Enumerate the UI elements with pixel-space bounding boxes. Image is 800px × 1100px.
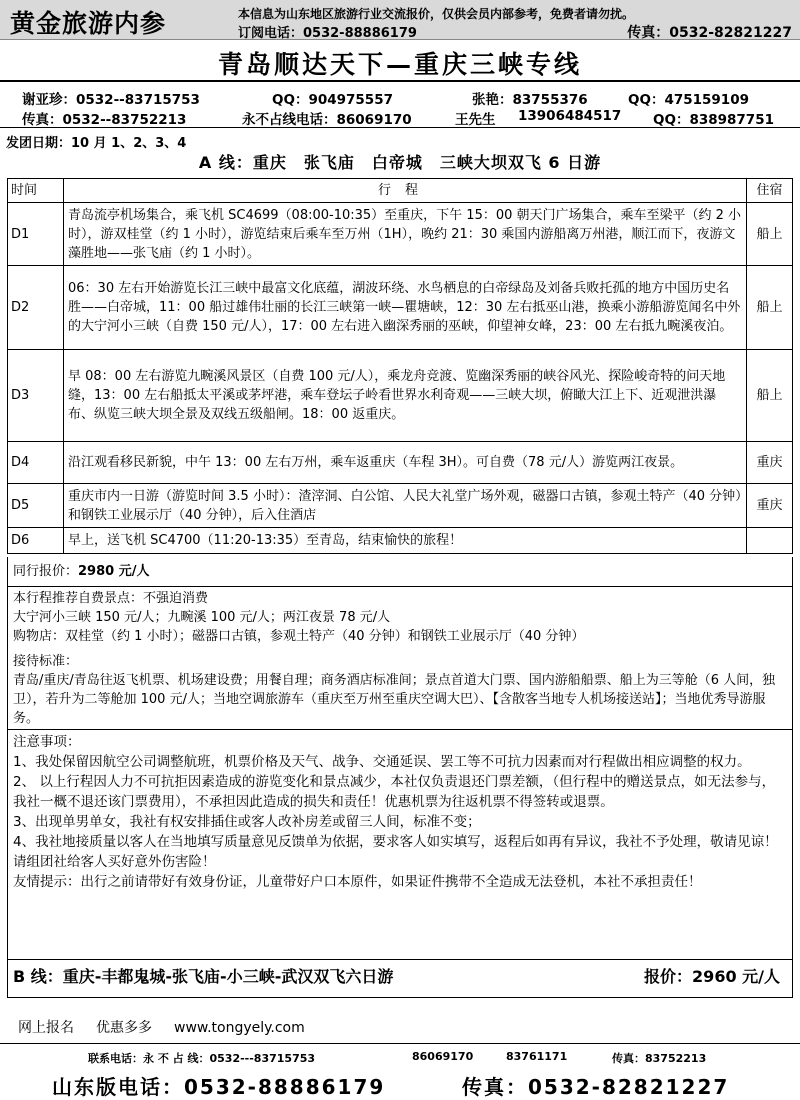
footer-hotline: 联系电话：永 不 占 线：0532---83715753 xyxy=(88,1052,316,1065)
footer-big-phone: 山东版电话：0532-88886179 xyxy=(52,1075,386,1099)
stay-cell: 船上 xyxy=(747,350,793,442)
itinerary-cell: 早上，送飞机 SC4700（11:20-13:35）至青岛，结束愉快的旅程！ xyxy=(64,528,747,554)
col-stay: 住宿 xyxy=(747,179,793,203)
table-row xyxy=(8,266,793,350)
notes-title: 注意事项： xyxy=(13,734,81,750)
footer-phone-1: 86069170 xyxy=(412,1050,474,1063)
header-bar xyxy=(0,0,800,40)
stay-cell: 重庆 xyxy=(747,484,793,528)
itinerary-table xyxy=(7,178,793,554)
extras-intro: 本行程推荐自费景点：不强迫消费 xyxy=(13,591,209,606)
signup-label: 网上报名 xyxy=(18,1020,74,1036)
day-cell: D2 xyxy=(8,266,64,350)
stay-cell xyxy=(747,528,793,554)
divider xyxy=(0,127,800,128)
contact-zhang: 张艳：83755376 xyxy=(472,92,588,108)
contact-fax: 传真：0532--83752213 xyxy=(22,112,187,128)
footer-phone-2: 83761171 xyxy=(506,1050,568,1063)
stay-cell: 船上 xyxy=(747,203,793,266)
note-item: 2、 以上行程因人力不可抗拒因素造成的游览变化和景点减少，本社仅负责退还门票差额，（但行程中的赠送景点，如无法参与，我社一概不退还该门票费用），不承担因此造成的损失和责任！优惠机票为往返机票不得签转或退票。 xyxy=(13,774,776,810)
header-fax: 传真：0532-82821227 xyxy=(627,25,792,41)
itinerary-cell: 早 08：00 左右游览九畹溪风景区（自费 100 元/人），乘龙舟竞渡、览幽深秀丽的峡谷风光、探险峻奇特的问天地缝，13：00 左右船抵太平溪或茅坪港，乘车登坛子岭看世界水利奇观——三峡大坝，俯瞰大江上下、近观泄洪瀑布、纵览三峡大坝全景及双线五级船闸。18：00 返重庆。 xyxy=(64,350,747,442)
notes-section xyxy=(7,730,793,960)
note-item: 3、出现单男单女，我社有权安排插住或客人改补房差或留三人间，标准不变； xyxy=(13,814,481,830)
peer-price-label: 同行报价： xyxy=(13,564,79,579)
line-b-title: B 线：重庆-丰都鬼城-张飞庙-小三峡-武汉双飞六日游 xyxy=(13,967,394,986)
contact-wang-phone: 13906484517 xyxy=(518,108,622,124)
day-cell: D1 xyxy=(8,203,64,266)
header-notice: 本信息为山东地区旅游行业交流报价，仅供会员内部参考，免费者请勿扰。 xyxy=(238,7,635,21)
table-row xyxy=(8,203,793,266)
table-row xyxy=(8,350,793,442)
day-cell: D6 xyxy=(8,528,64,554)
col-itinerary: 行程 xyxy=(64,179,747,203)
table-row xyxy=(8,442,793,484)
table-row xyxy=(8,484,793,528)
discount-label: 优惠多多 xyxy=(96,1020,152,1036)
footer-big-fax: 传真：0532-82821227 xyxy=(462,1075,730,1099)
contact-qq-2: QQ：475159109 xyxy=(628,92,749,108)
contact-xie: 谢亚珍：0532--83715753 xyxy=(22,92,200,108)
line-b-price: 报价：2960 元/人 xyxy=(644,967,780,986)
stay-cell: 重庆 xyxy=(747,442,793,484)
stay-cell: 船上 xyxy=(747,266,793,350)
friendly-tip: 友情提示：出行之前请带好有效身份证，儿童带好户口本原件，如果证件携带不全造成无法登机，本社不承担责任！ xyxy=(13,874,702,890)
itinerary-cell: 重庆市内一日游（游览时间 3.5 小时）：渣滓洞、白公馆、人民大礼堂广场外观，磁器口古镇，参观土特产（40 分钟）和钢铁工业展示厅（40 分钟），后入住酒店 xyxy=(64,484,747,528)
itinerary-cell: 青岛流亭机场集合，乘飞机 SC4699（08:00-10:35）至重庆，下午 15：00 朝天门广场集合，乘车至梁平（约 2 小时），游双桂堂（约 1 小时），游览结束后乘车至万州（1H），晚约 21：30 乘国内游船离万州港，顺江而下，夜游文藻胜地——张飞庙（约 1 小时）。 xyxy=(64,203,747,266)
contact-qq-3: QQ：838987751 xyxy=(653,112,774,128)
itinerary-cell: 06：30 左右开始游览长江三峡中最富文化底蕴，湖波环绕、水鸟栖息的白帝绿岛及刘备兵败托孤的地方中国历史名胜——白帝城，11：00 船过雄伟壮丽的长江三峡第一峡—瞿塘峡，12：30 左右抵巫山港，换乘小游船游览闻名中外的大宁河小三峡（自费 150 元/人），17：00 左右进入幽深秀丽的巫峡，仰望神女峰，23：00 左右抵九畹溪夜泊。 xyxy=(64,266,747,350)
day-cell: D3 xyxy=(8,350,64,442)
note-item: 1、我处保留因航空公司调整航班，机票价格及天气、战争、交通延误、罢工等不可抗力因素而对行程做出相应调整的权力。 xyxy=(13,754,751,770)
line-a-title: A 线：重庆 张飞庙 白帝城 三峡大坝双飞 6 日游 xyxy=(198,153,602,172)
table-row xyxy=(8,528,793,554)
standard-label: 接待标准： xyxy=(13,654,79,669)
day-cell: D5 xyxy=(8,484,64,528)
extras-section xyxy=(7,587,793,730)
table-header-row xyxy=(8,179,793,203)
web-signup xyxy=(18,1017,327,1037)
standard-text: 青岛/重庆/青岛往返飞机票、机场建设费；用餐自理；商务酒店标准间；景点首道大门票、国内游船船票、船上为三等舱（6 人间，独卫），若升为二等舱加 100 元/人；当地空调旅游车（重庆至万州至重庆空调大巴）、【含散客当地专人机场接送站】；当地优秀导游服务。 xyxy=(13,673,776,726)
route-title: 青岛顺达天下—重庆三峡专线 xyxy=(217,50,582,79)
divider xyxy=(0,1043,800,1044)
contact-wang: 王先生 xyxy=(455,112,496,128)
peer-price-value: 2980 元/人 xyxy=(78,564,150,579)
day-cell: D4 xyxy=(8,442,64,484)
extras-shopping: 购物店：双桂堂（约 1 小时）；磁器口古镇，参观土特产（40 分钟）和钢铁工业展示厅（40 分钟） xyxy=(13,629,585,644)
col-time: 时间 xyxy=(8,179,64,203)
footer-fax: 传真：83752213 xyxy=(612,1052,707,1065)
itinerary-cell: 沿江观看移民新貌，中午 13：00 左右万州，乘车返重庆（车程 3H）。可自费（78 元/人）游览两江夜景。 xyxy=(64,442,747,484)
departure-dates: 发团日期：10 月 1、2、3、4 xyxy=(6,136,187,151)
contact-hotline: 永不占线电话：86069170 xyxy=(242,112,412,128)
line-b-section xyxy=(7,960,793,998)
subscribe-phone: 订阅电话：0532-88886179 xyxy=(238,26,417,41)
website-link[interactable]: www.tongyely.com xyxy=(174,1020,305,1036)
brand-title: 黄金旅游内参 xyxy=(10,9,167,38)
divider xyxy=(0,80,800,82)
contact-qq-1: QQ：904975557 xyxy=(272,92,393,108)
peer-price xyxy=(7,557,793,587)
note-item: 4、我社地接质量以客人在当地填写质量意见反馈单为依据，要求客人如实填写，返程后如再有异议，我社不予处理，敬请见谅！请组团社给客人买好意外伤害险！ xyxy=(13,834,778,870)
extras-optional: 大宁河小三峡 150 元/人；九畹溪 100 元/人；两江夜景 78 元/人 xyxy=(13,610,391,625)
